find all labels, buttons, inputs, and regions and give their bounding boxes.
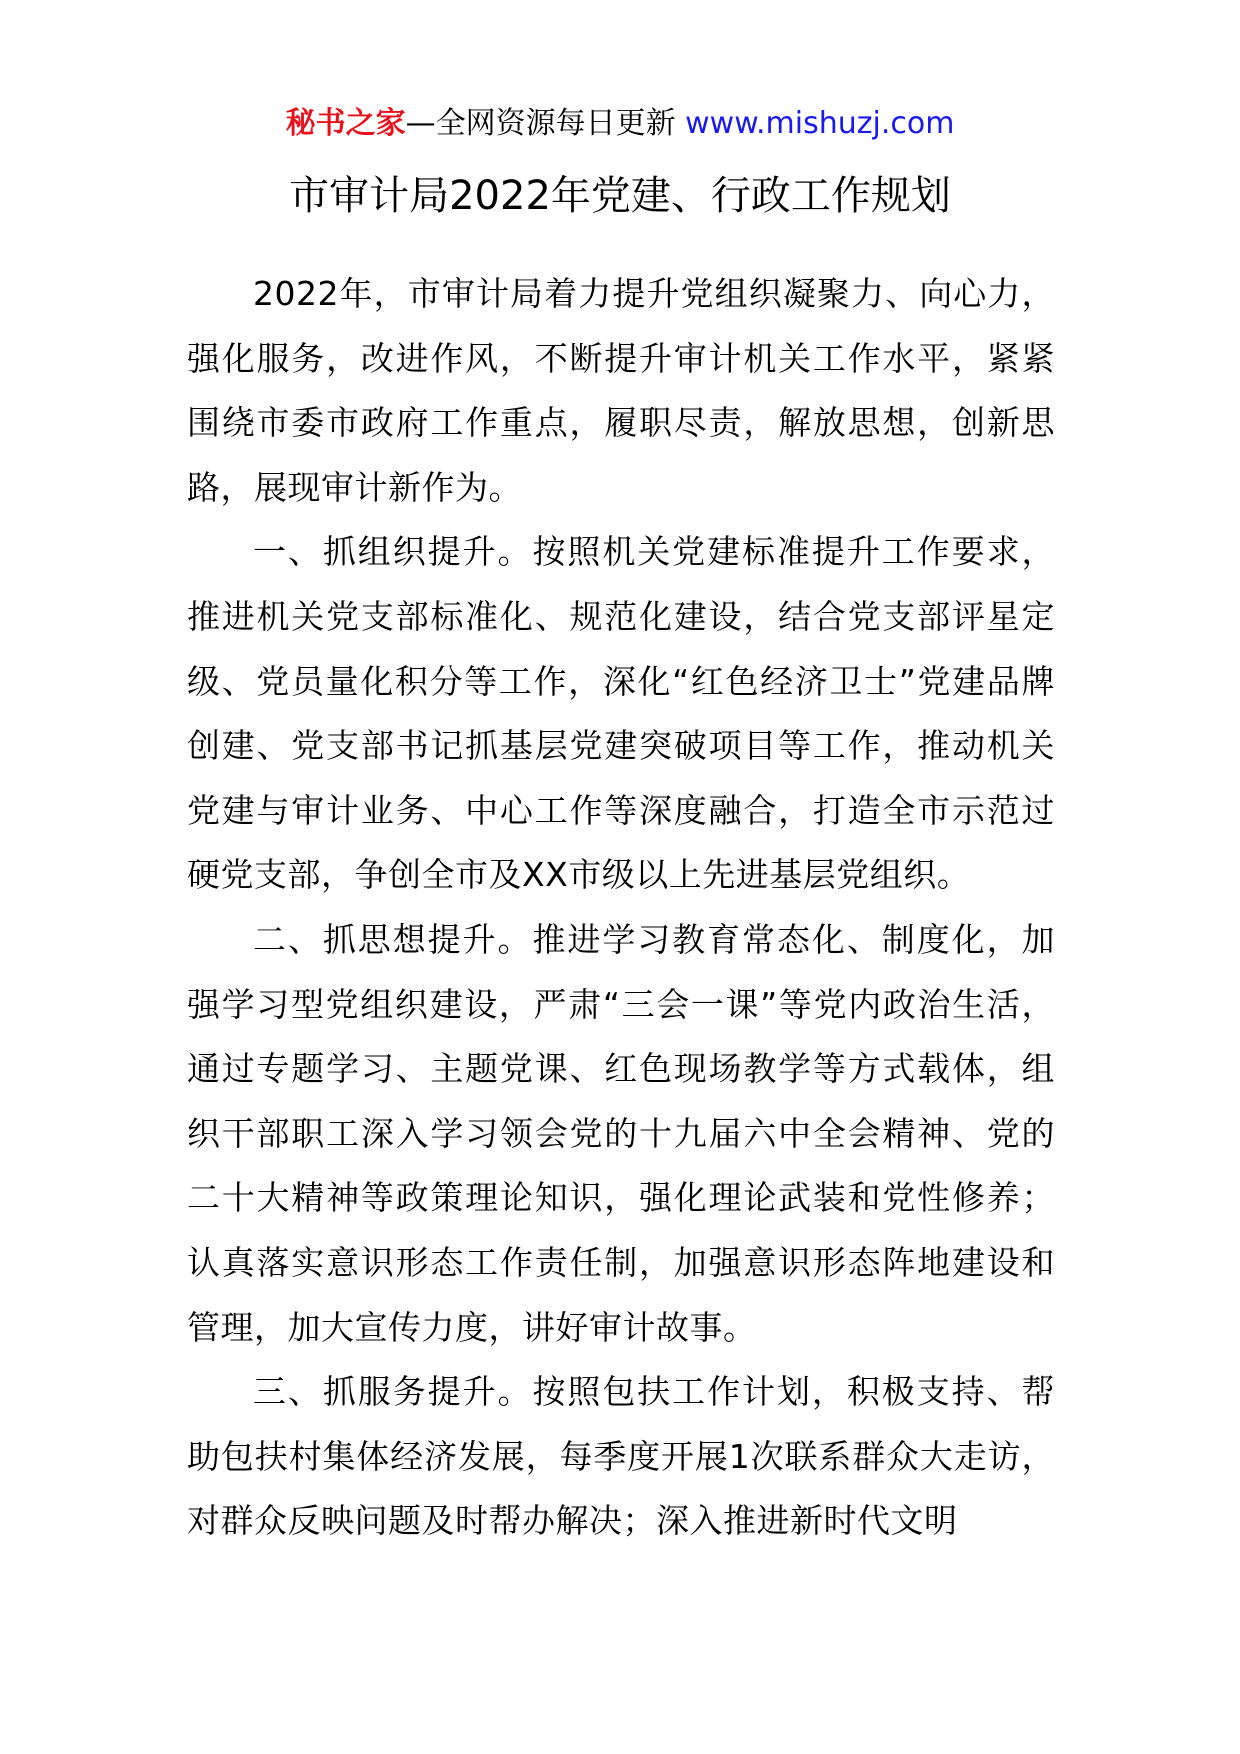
paragraph-section-2: 二、抓思想提升。推进学习教育常态化、制度化，加强学习型党组织建设，严肃“三会一课”等党内政治生活，通过专题学习、主题党课、红色现场教学等方式载体，组织干部职工深入学习领会党的十九届六中全会精神、党的二十大精神等政策理论知识，强化理论武装和党性修养；认真落实意识形态工作责任制，加强意识形态阵地建设和管理，加大宣传力度，讲好审计故事。 (187, 919, 1055, 1347)
site-banner (0, 104, 1240, 144)
brand-name: 秘书之家 (285, 106, 406, 141)
paragraph-section-3: 三、抓服务提升。按照包扶工作计划，积极支持、帮助包扶村集体经济发展，每季度开展1次联系群众大走访，对群众反映问题及时帮办解决；深入推进新时代文明 (187, 1372, 1055, 1541)
document-body (187, 262, 1055, 1554)
site-url-link[interactable]: www.mishuzj.com (685, 106, 955, 141)
document-title: 市审计局2022年党建、行政工作规划 (289, 173, 951, 219)
banner-tagline: —全网资源每日更新 (405, 106, 676, 141)
paragraph-intro: 2022年，市审计局着力提升党组织凝聚力、向心力，强化服务，改进作风，不断提升审计机关工作水平，紧紧围绕市委市政府工作重点，履职尽责，解放思想，创新思路，展现审计新作为。 (187, 274, 1055, 507)
paragraph-section-1: 一、抓组织提升。按照机关党建标准提升工作要求，推进机关党支部标准化、规范化建设，结合党支部评星定级、党员量化积分等工作，深化“红色经济卫士”党建品牌创建、党支部书记抓基层党建突破项目等工作，推动机关党建与审计业务、中心工作等深度融合，打造全市示范过硬党支部，争创全市及XX市级以上先进基层党组织。 (187, 532, 1055, 895)
